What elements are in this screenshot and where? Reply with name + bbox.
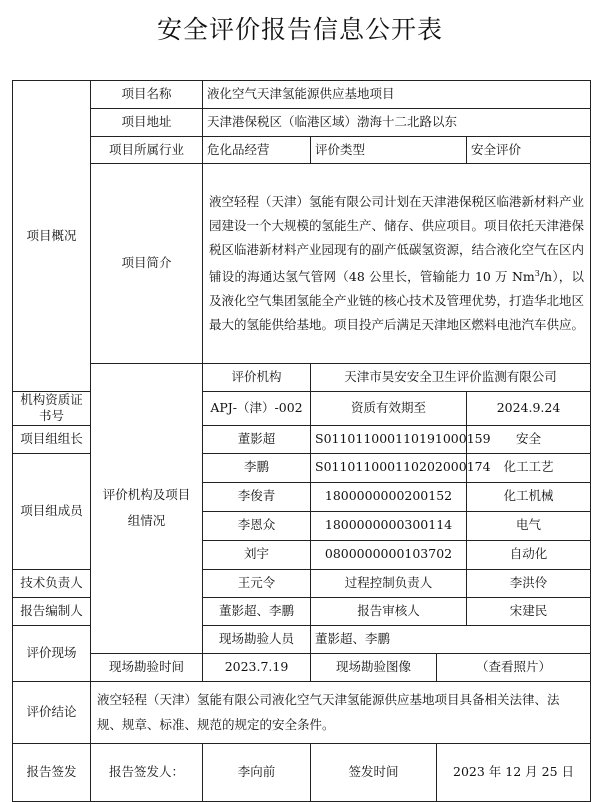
table-row: [13, 653, 591, 681]
issue-time-value: 2023 年 12 月 25 日: [437, 743, 591, 801]
table-row: [13, 364, 591, 392]
project-name-value: 液化空气天津氢能源供应基地项目: [203, 81, 591, 109]
leader-cert: S011011000110191000159: [311, 425, 467, 453]
eval-type-label: 评价类型: [311, 137, 467, 164]
section-agency: 评价机构及项目组情况: [91, 364, 203, 654]
project-address-label: 项目地址: [91, 109, 203, 137]
member-name: 李恩众: [203, 511, 311, 540]
site-time-value: 2023.7.19: [203, 653, 311, 681]
table-row: [13, 81, 591, 109]
site-staff-label: 现场勘验人员: [203, 625, 311, 653]
intro-text-pre: 液空轻程（天津）氢能有限公司计划在天津港保税区临港新材料产业园建设一个大规模的氢能生产、储存、供应项目。项目依托天津港保税区临港新材料产业园现有的副产低碳氢资源，结合液化空气在区内铺设的海通达氢气管网（48 公里长，管输能力 10 万 Nm: [209, 193, 585, 285]
conclusion-text: 液空轻程（天津）氢能有限公司液化空气天津氢能源供应基地项目具备相关法律、法规、规章、标准、规范的规定的安全条件。: [91, 681, 591, 743]
reviewer-label: 报告审核人: [311, 597, 467, 625]
member-cert: 1800000000200152: [311, 482, 467, 511]
member-name: 刘宇: [203, 540, 311, 569]
eval-type-value: 安全评价: [467, 137, 591, 164]
member-field: 化工工艺: [467, 453, 591, 482]
member-field: 化工机械: [467, 482, 591, 511]
table-row: [13, 164, 591, 364]
members-label: 项目组成员: [13, 453, 91, 569]
info-table: [12, 80, 591, 802]
process-lead-label: 过程控制负责人: [311, 569, 467, 597]
table-row: [13, 681, 591, 743]
intro-value: [203, 164, 591, 364]
member-cert: 0800000000103702: [311, 540, 467, 569]
page-title: 安全评价报告信息公开表: [156, 15, 443, 44]
section-issue: 报告签发: [13, 743, 91, 801]
table-row: [13, 137, 591, 164]
intro-label: 项目简介: [91, 164, 203, 364]
project-address-value: 天津港保税区（临港区域）渤海十二北路以东: [203, 109, 591, 137]
validity-value: 2024.9.24: [467, 392, 591, 426]
signer-value: 李向前: [203, 743, 311, 801]
leader-name: 董影超: [203, 425, 311, 453]
member-field: 自动化: [467, 540, 591, 569]
leader-label: 项目组组长: [13, 425, 91, 453]
tech-lead-value: 王元令: [203, 569, 311, 597]
table-row: [13, 743, 591, 801]
industry-value: 危化品经营: [203, 137, 311, 164]
process-lead-value: 李洪伶: [467, 569, 591, 597]
issue-time-label: 签发时间: [311, 743, 437, 801]
reviewer-value: 宋建民: [467, 597, 591, 625]
signer-label: 报告签发人：: [91, 743, 203, 801]
cert-label: 机构资质证书号: [13, 392, 91, 426]
industry-label: 项目所属行业: [91, 137, 203, 164]
site-time-label: 现场勘验时间: [91, 653, 203, 681]
member-name: 李俊青: [203, 482, 311, 511]
org-label: 评价机构: [203, 364, 311, 392]
cert-value: APJ-（津）-002: [203, 392, 311, 426]
project-name-label: 项目名称: [91, 81, 203, 109]
member-cert: 1800000000300114: [311, 511, 467, 540]
section-site: 评价现场: [13, 625, 91, 681]
intro-superscript: 3: [534, 268, 540, 278]
site-staff-value: 董影超、李鹏: [311, 625, 591, 653]
site-image-link[interactable]: （查看照片）: [437, 653, 591, 681]
table-row: [13, 109, 591, 137]
section-overview: 项目概况: [13, 81, 91, 392]
site-image-label: 现场勘验图像: [311, 653, 437, 681]
leader-field: 安全: [467, 425, 591, 453]
author-value: 董影超、李鹏: [203, 597, 311, 625]
member-cert: S011011000110202000174: [311, 453, 467, 482]
intro-text-post: /h），以及液化空气集团氢能全产业链的核心技术及管理优势，打造华北地区最大的氢能供给基地。项目投产后满足天津地区燃料电池汽车供应。: [209, 269, 585, 333]
section-conclusion: 评价结论: [13, 681, 91, 743]
member-name: 李鹏: [203, 453, 311, 482]
author-label: 报告编制人: [13, 597, 91, 625]
tech-lead-label: 技术负责人: [13, 569, 91, 597]
validity-label: 资质有效期至: [311, 392, 467, 426]
member-field: 电气: [467, 511, 591, 540]
org-value: 天津市昊安安全卫生评价监测有限公司: [311, 364, 591, 392]
